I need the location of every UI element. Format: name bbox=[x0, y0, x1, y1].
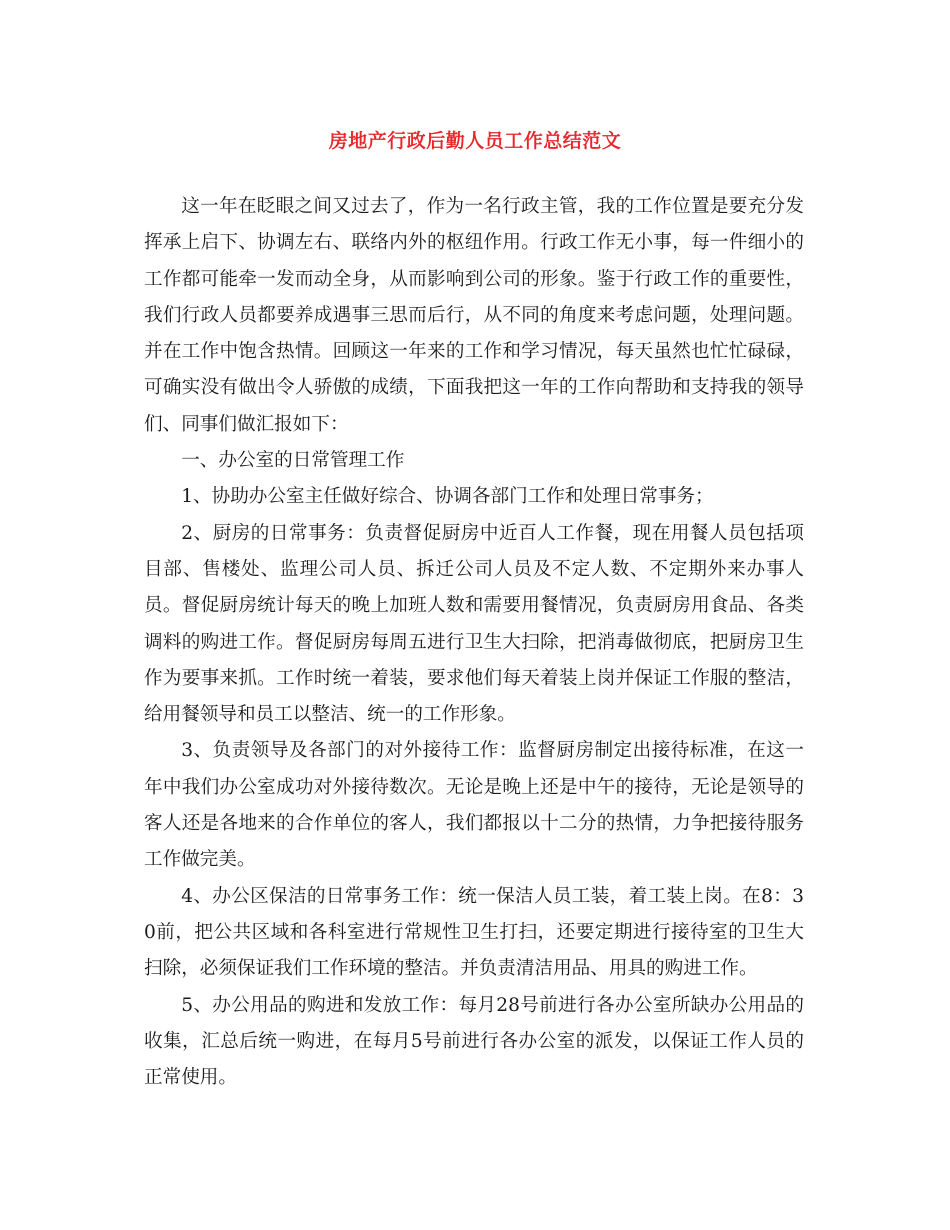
paragraph-item-5: 5、办公用品的购进和发放工作：每月28号前进行各办公室所缺办公用品的收集，汇总后统一购进，在每月5号前进行各办公室的派发，以保证工作人员的正常使用。 bbox=[144, 994, 804, 1089]
document-title: 房地产行政后勤人员工作总结范文 bbox=[328, 130, 622, 152]
paragraph-item-3: 3、负责领导及各部门的对外接待工作：监督厨房制定出接待标准，在这一年中我们办公室成功对外接待数次。无论是晚上还是中午的接待，无论是领导的客人还是各地来的合作单位的客人，我们都报以十二分的热情，力争把接待服务工作做完美。 bbox=[144, 740, 804, 871]
paragraph-intro: 这一年在眨眼之间又过去了，作为一名行政主管，我的工作位置是要充分发挥承上启下、协调左右、联络内外的枢纽作用。行政工作无小事，每一件细小的工作都可能牵一发而动全身，从而影响到公司的形象。鉴于行政工作的重要性，我们行政人员都要养成遇事三思而后行，从不同的角度来考虑问题，处理问题。并在工作中饱含热情。回顾这一年来的工作和学习情况，每天虽然也忙忙碌碌，可确实没有做出令人骄傲的成绩，下面我把这一年的工作向帮助和支持我的领导们、同事们做汇报如下： bbox=[144, 196, 804, 435]
paragraph-item-4: 4、办公区保洁的日常事务工作：统一保洁人员工装，着工装上岗。在8：30前，把公共区域和各科室进行常规性卫生打扫，还要定期进行接待室的卫生大扫除，必须保证我们工作环境的整洁。并负责清洁用品、用具的购进工作。 bbox=[144, 885, 804, 980]
paragraph-section-heading: 一、办公室的日常管理工作 bbox=[181, 450, 405, 472]
paragraph-item-1: 1、协助办公室主任做好综合、协调各部门工作和处理日常事务； bbox=[181, 486, 714, 508]
paragraph-item-2: 2、厨房的日常事务：负责督促厨房中近百人工作餐，现在用餐人员包括项目部、售楼处、监理公司人员、拆迁公司人员及不定人数、不定期外来办事人员。督促厨房统计每天的晚上加班人数和需要用餐情况，负责厨房用食品、各类调料的购进工作。督促厨房每周五进行卫生大扫除，把消毒做彻底，把厨房卫生作为要事来抓。工作时统一着装，要求他们每天着装上岗并保证工作服的整洁，给用餐领导和员工以整洁、统一的工作形象。 bbox=[144, 522, 804, 726]
document-body bbox=[144, 189, 804, 1096]
